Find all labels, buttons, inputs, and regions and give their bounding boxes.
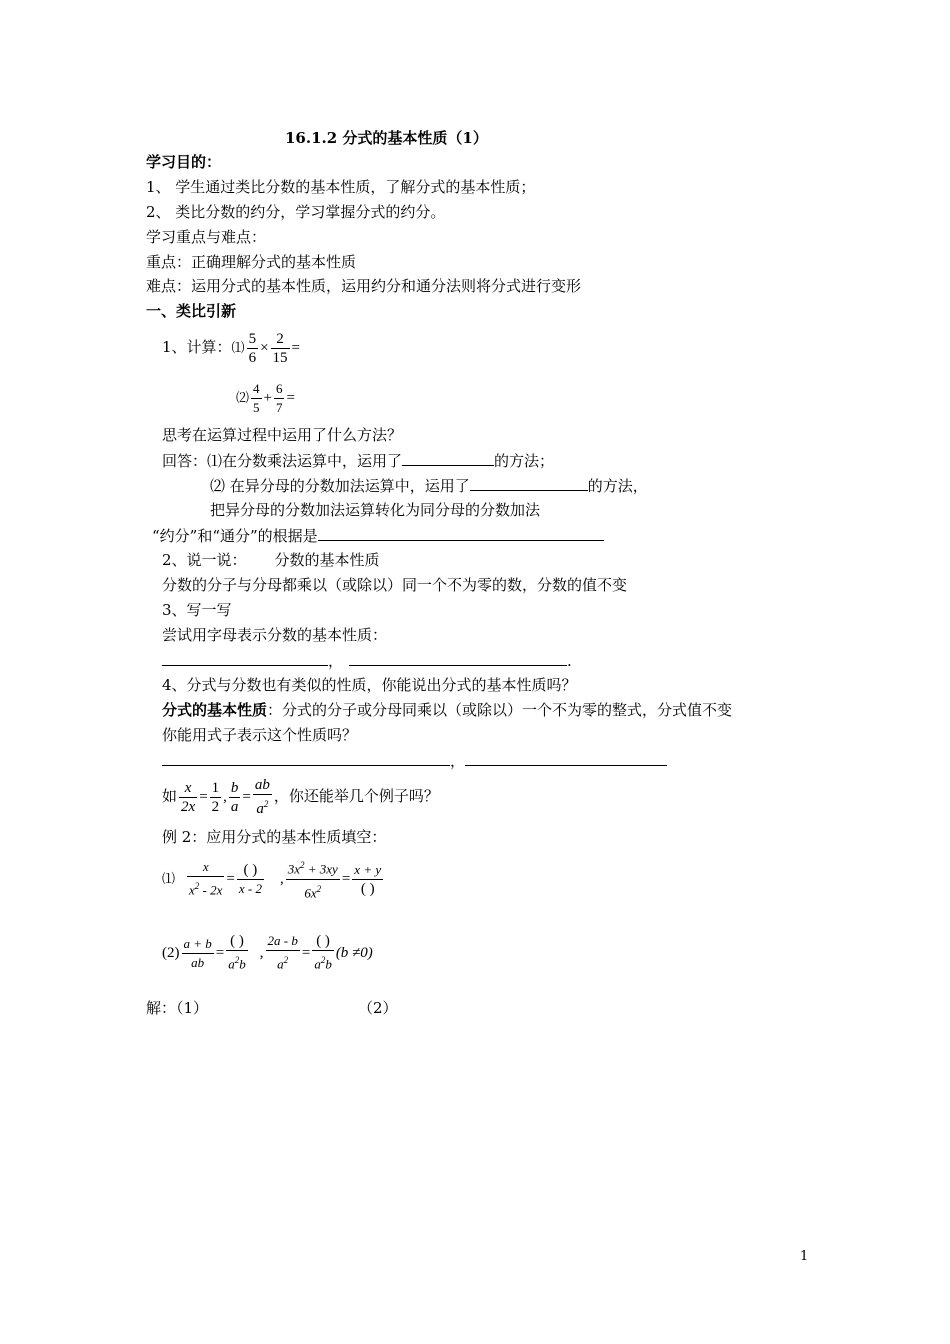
blank[interactable]	[402, 450, 494, 466]
solution-1: 解：（1）	[146, 999, 209, 1017]
fraction: $\frac{ab}{a^2}$	[254, 777, 270, 817]
calc-1: 1、计算：⑴ $\frac{5}{6}$ × $\frac{2}{15}$ =	[162, 330, 300, 366]
answer-slot[interactable]: ( )	[243, 861, 258, 878]
goal-item-2: 2、 类比分数的约分，学习掌握分式的约分。	[146, 203, 446, 221]
focus-text: 重点：正确理解分式的基本性质	[146, 253, 357, 271]
blank[interactable]	[470, 475, 588, 491]
blank[interactable]	[349, 650, 567, 666]
fraction: $\frac{5}{6}$	[248, 330, 257, 366]
letters-blanks: ， .	[162, 650, 572, 671]
fraction: $\frac{( )}{x - 2}$	[238, 861, 262, 896]
calc-2: ⑵ $\frac{4}{5}$ + $\frac{6}{7}$ =	[236, 380, 295, 415]
blank[interactable]	[162, 650, 328, 666]
problem-2: (2) $\frac{a + b}{ab}$ = $\frac{( )}{a^2b}$ , $\frac{2a - b}{a^2}$ = $\frac{( )}{a^2b}$ (b ≠0)	[162, 933, 373, 972]
fraction: $\frac{( )}{a^2b}$	[314, 933, 332, 972]
fraction: $\frac{x}{x^2 - 2x}$	[189, 859, 223, 898]
answer-1: 回答：⑴在分数乘法运算中，运用了 的方法；	[162, 452, 555, 470]
page-number: 1	[800, 1249, 809, 1264]
can-express: 你能用式子表示这个性质吗？	[162, 726, 358, 744]
blank[interactable]	[465, 750, 667, 766]
answer-3: 把异分母的分数加法运算转化为同分母的分数加法	[210, 501, 541, 519]
problem-1: ⑴ $\frac{x}{x^2 - 2x}$ = $\frac{( )}{x - 2}$ , $\frac{3x^2 + 3xy}{6x^2}$ = $\frac{x + y}{( )}$	[162, 856, 385, 902]
goal-item-1: 1、 学生通过类比分数的基本性质，了解分式的基本性质；	[146, 178, 536, 196]
fraction: $\frac{2a - b}{a^2}$	[267, 933, 298, 972]
answer-2: ⑵ 在异分母的分数加法运算中，运用了 的方法，	[210, 477, 648, 495]
fraction: $\frac{4}{5}$	[253, 380, 260, 415]
fraction: $\frac{( )}{a^2b}$	[228, 933, 246, 972]
try-letters: 尝试用字母表示分数的基本性质：	[162, 626, 388, 644]
fraction: $\frac{1}{2}$	[211, 779, 220, 815]
calc-label: 1、计算：	[162, 338, 232, 356]
blank[interactable]	[318, 525, 604, 541]
property-statement: 分式的基本性质：分式的分子或分母同乘以（或除以）一个不为零的整式，分式值不变	[162, 701, 733, 719]
answer-slot[interactable]: ( )	[230, 933, 244, 950]
question-4: 4、分式与分数也有类似的性质，你能说出分式的基本性质吗？	[162, 676, 577, 694]
say-line: 2、说一说： 分数的基本性质	[162, 551, 380, 569]
write-label: 3、写一写	[162, 601, 232, 619]
example-line: 如 $\frac{x}{2x}$ = $\frac{1}{2}$ , $\frac{b}{a}$ = $\frac{ab}{a^2}$ ，你还能举几个例子吗？	[162, 777, 439, 817]
answer-slot[interactable]: ( )	[360, 880, 375, 897]
fraction: $\frac{a + b}{ab}$	[183, 935, 212, 970]
express-blanks: ，	[162, 750, 667, 771]
blank[interactable]	[162, 750, 450, 766]
answer-slot[interactable]: ( )	[316, 933, 330, 950]
solution-2: （2）	[358, 999, 398, 1017]
fraction: $\frac{2}{15}$	[272, 330, 288, 366]
example-2: 例 2：应用分式的基本性质填空：	[162, 828, 387, 846]
fraction: $\frac{6}{7}$	[275, 380, 283, 415]
section-heading-1: 一、类比引新	[146, 302, 237, 320]
fraction: $\frac{b}{a}$	[230, 779, 239, 815]
think-question: 思考在运算过程中运用了什么方法？	[162, 426, 403, 444]
goal-heading: 学习目的：	[146, 153, 222, 171]
focus-heading: 学习重点与难点：	[146, 228, 267, 246]
fraction: $\frac{3x^2 + 3xy}{6x^2}$	[287, 860, 338, 900]
fraction: $\frac{x + y}{( )}$	[354, 861, 382, 897]
fraction-property: 分数的分子与分母都乘以（或除以）同一个不为零的数，分数的值不变	[162, 576, 628, 594]
fraction: $\frac{x}{2x}$	[181, 779, 196, 815]
page-title: 16.1.2 分式的基本性质（1）	[285, 129, 488, 147]
difficulty-text: 难点：运用分式的基本性质，运用约分和通分法则将分式进行变形	[146, 277, 582, 295]
basis-line: “约分”和“通分”的根据是	[152, 525, 604, 546]
